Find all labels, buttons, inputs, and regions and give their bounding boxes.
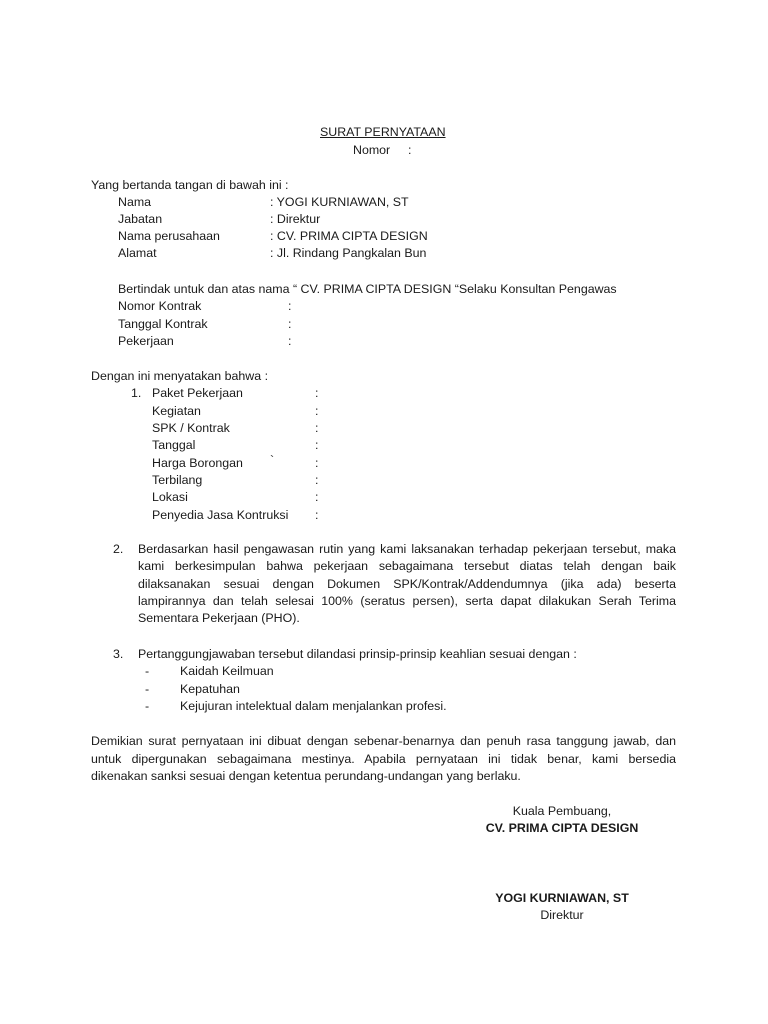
intro-text: Yang bertanda tangan di bawah ini : xyxy=(91,178,289,192)
item-3-number: 3. xyxy=(113,647,124,661)
identity-value-alamat: : Jl. Rindang Pangkalan Bun xyxy=(270,246,427,260)
contract-colon-pekerjaan: : xyxy=(288,334,292,348)
item-3-bullet-2: Kepatuhan xyxy=(180,682,240,696)
identity-value-nama: : YOGI KURNIAWAN, ST xyxy=(270,195,409,209)
nomor-label: Nomor xyxy=(353,143,391,157)
acting-statement: Bertindak untuk dan atas nama “ CV. PRIMA CIPTA DESIGN “Selaku Konsultan Pengawas xyxy=(118,282,617,296)
item-1-label-tanggal: Tanggal xyxy=(152,438,196,452)
signature-place: Kuala Pembuang, xyxy=(512,804,612,818)
identity-label-nama: Nama xyxy=(118,195,152,209)
item-3-bullet-1: Kaidah Keilmuan xyxy=(180,664,274,678)
item-1-colon-kegiatan: : xyxy=(315,404,319,418)
closing-line-2: untuk dipergunakan sebagaimana mestinya. Apabila pernyataan ini tidak benar, kami bersedia xyxy=(91,752,676,766)
item-1-colon-lokasi: : xyxy=(315,490,319,504)
contract-label-tanggal: Tanggal Kontrak xyxy=(118,317,208,331)
item-2-line-5: Sementara Pekerjaan (PHO). xyxy=(138,611,300,625)
declaration-text: Dengan ini menyatakan bahwa : xyxy=(91,369,269,383)
stray-backtick-mark: ` xyxy=(270,453,275,467)
item-3-bullet-3: Kejujuran intelektual dalam menjalankan profesi. xyxy=(180,699,447,713)
item-2-number: 2. xyxy=(113,542,124,556)
document-title: SURAT PERNYATAAN xyxy=(320,125,446,139)
nomor-colon: : xyxy=(408,143,412,157)
contract-label-pekerjaan: Pekerjaan xyxy=(118,334,174,348)
item-1-label-paket: Paket Pekerjaan xyxy=(152,386,243,400)
signature-title: Direktur xyxy=(540,908,584,922)
item-1-label-penyedia: Penyedia Jasa Kontruksi xyxy=(152,508,289,522)
item-1-colon-tanggal: : xyxy=(315,438,319,452)
closing-line-3: dikenakan sanksi sesuai dengan ketentua perundang-undangan yang berlaku. xyxy=(91,769,521,783)
item-1-label-harga: Harga Borongan xyxy=(152,456,243,470)
item-1-colon-spk: : xyxy=(315,421,319,435)
signature-name: YOGI KURNIAWAN, ST xyxy=(495,891,629,905)
contract-colon-nomor: : xyxy=(288,299,292,313)
item-2-line-1: Berdasarkan hasil pengawasan rutin yang kami laksanakan terhadap pekerjaan tersebut, maka xyxy=(138,542,676,556)
contract-label-nomor: Nomor Kontrak xyxy=(118,299,202,313)
identity-label-alamat: Alamat xyxy=(118,246,157,260)
identity-value-jabatan: : Direktur xyxy=(270,212,321,226)
item-3-dash-3: - xyxy=(145,699,150,713)
identity-label-jabatan: Jabatan xyxy=(118,212,163,226)
item-1-label-spk: SPK / Kontrak xyxy=(152,421,230,435)
item-1-colon-terbilang: : xyxy=(315,473,319,487)
identity-value-perusahaan: : CV. PRIMA CIPTA DESIGN xyxy=(270,229,428,243)
item-3-dash-2: - xyxy=(145,682,150,696)
item-1-number: 1. xyxy=(131,386,142,400)
item-1-colon-paket: : xyxy=(315,386,319,400)
signature-company: CV. PRIMA CIPTA DESIGN xyxy=(485,821,639,835)
closing-line-1: Demikian surat pernyataan ini dibuat dengan sebenar-benarnya dan penuh rasa tanggung jawab, dan xyxy=(91,734,676,748)
item-1-label-terbilang: Terbilang xyxy=(152,473,203,487)
item-3-dash-1: - xyxy=(145,664,150,678)
item-1-label-lokasi: Lokasi xyxy=(152,490,188,504)
contract-colon-tanggal: : xyxy=(288,317,292,331)
item-2-line-2: kami berkesimpulan bahwa pekerjaan sebagaimana tersebut diatas telah dengan baik xyxy=(138,559,676,573)
identity-label-perusahaan: Nama perusahaan xyxy=(118,229,220,243)
item-1-colon-harga: : xyxy=(315,456,319,470)
item-1-colon-penyedia: : xyxy=(315,508,319,522)
item-1-label-kegiatan: Kegiatan xyxy=(152,404,201,418)
item-2-line-3: dilaksanakan sesuai dengan Dokumen SPK/Kontrak/Addendumnya (jika ada) beserta xyxy=(138,577,676,591)
item-2-line-4: lampirannya dan telah selesai 100% (seratus persen), serta dapat dilakukan Serah Terima xyxy=(138,594,676,608)
item-3-text: Pertanggungjawaban tersebut dilandasi prinsip-prinsip keahlian sesuai dengan : xyxy=(138,647,577,661)
